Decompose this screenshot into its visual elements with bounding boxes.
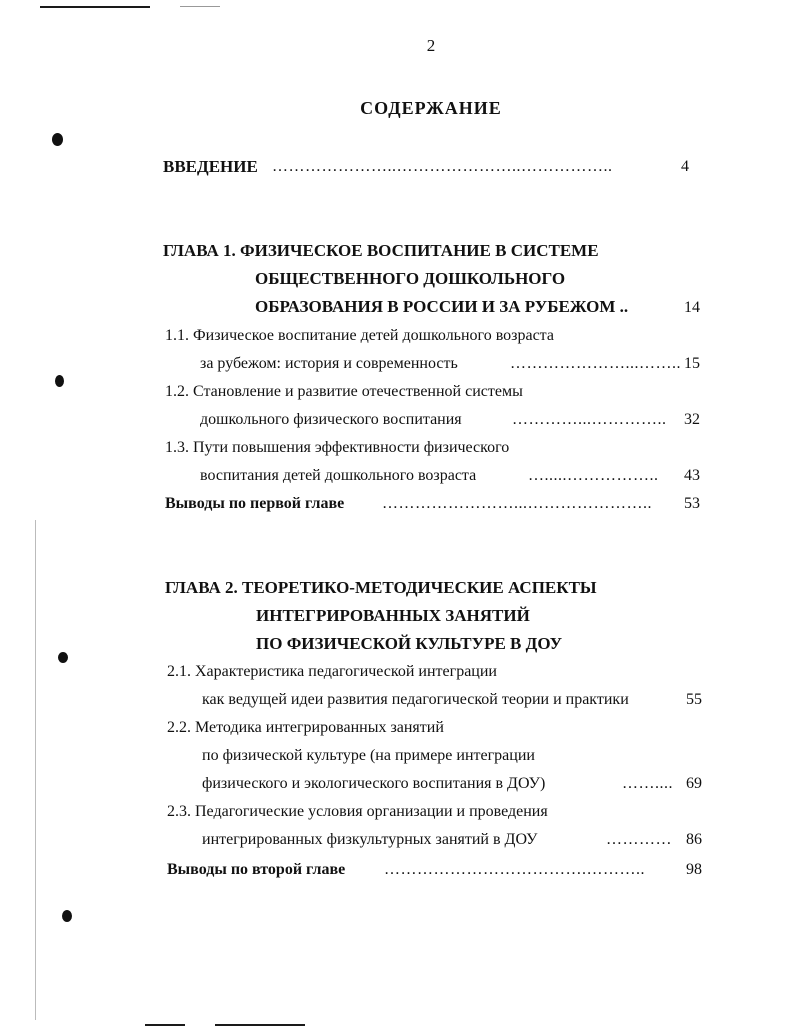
scan-edge-top-mid xyxy=(180,6,220,7)
scan-edge-bottom-left xyxy=(145,1024,185,1026)
punch-hole-mark xyxy=(52,133,63,146)
chapter1-section3-line1: 1.3. Пути повышения эффективности физического xyxy=(165,439,510,456)
chapter1-section3-line2: воспитания детей дошкольного возраста xyxy=(200,467,477,484)
chapter1-section2-line2: дошкольного физического воспитания xyxy=(200,411,462,428)
chapter1-conclusions-dots: ……………………...………………….. xyxy=(382,495,652,512)
toc-intro-label: ВВЕДЕНИЕ xyxy=(163,157,258,176)
chapter1-section2-dots: …………...………….. xyxy=(512,411,667,428)
page-title: СОДЕРЖАНИЕ xyxy=(360,98,502,118)
chapter2-section2-line3: физического и экологического воспитания в ДОУ) xyxy=(202,775,546,792)
chapter2-section1-line1: 2.1. Характеристика педагогической интеграции xyxy=(167,663,497,680)
chapter2-conclusions-label: Выводы по второй главе xyxy=(167,861,346,878)
punch-hole-mark xyxy=(58,652,68,663)
chapter1-section1-dots: …………………...…….. xyxy=(510,355,681,372)
chapter1-section1-line2: за рубежом: история и современность xyxy=(200,355,458,372)
chapter2-conclusions-dots: ……………………………….……….. xyxy=(384,861,645,878)
chapter2-section2-line2: по физической культуре (на примере интеграции xyxy=(202,747,535,764)
chapter2-section3-line1: 2.3. Педагогические условия организации и проведения xyxy=(167,803,548,820)
chapter2-section1-line2: как ведущей идеи развития педагогической теории и практики xyxy=(202,691,629,708)
punch-hole-mark xyxy=(55,375,64,387)
chapter2-section2-line1: 2.2. Методика интегрированных занятий xyxy=(167,719,444,736)
chapter2-section3-line2: интегрированных физкультурных занятий в ДОУ xyxy=(202,831,538,848)
chapter1-section1-page: 15 xyxy=(684,355,700,372)
page-number: 2 xyxy=(426,36,436,55)
chapter1-heading-line2: ОБЩЕСТВЕННОГО ДОШКОЛЬНОГО xyxy=(255,269,566,288)
chapter1-section2-page: 32 xyxy=(684,411,700,428)
toc-intro-dots: …………………..…………………..…………….. xyxy=(272,158,613,175)
chapter2-section2-dots: …….... xyxy=(622,775,673,792)
chapter1-page: 14 xyxy=(684,299,700,316)
toc-intro-page: 4 xyxy=(681,158,689,175)
chapter2-section1-page: 55 xyxy=(686,691,702,708)
chapter1-conclusions-page: 53 xyxy=(684,495,700,512)
scan-margin-line xyxy=(35,520,36,1020)
chapter2-heading-line3: ПО ФИЗИЧЕСКОЙ КУЛЬТУРЕ В ДОУ xyxy=(256,634,563,653)
scan-edge-top-left xyxy=(40,6,150,8)
chapter1-section2-line1: 1.2. Становление и развитие отечественной системы xyxy=(165,383,523,400)
chapter1-section1-line1: 1.1. Физическое воспитание детей дошкольного возраста xyxy=(165,327,554,344)
chapter2-heading-line1: ГЛАВА 2. ТЕОРЕТИКО-МЕТОДИЧЕСКИЕ АСПЕКТЫ xyxy=(165,578,597,597)
chapter2-conclusions-page: 98 xyxy=(686,861,702,878)
scan-edge-bottom-mid xyxy=(215,1024,305,1026)
chapter2-section2-page: 69 xyxy=(686,775,702,792)
chapter1-heading-line3: ОБРАЗОВАНИЯ В РОССИИ И ЗА РУБЕЖОМ .. xyxy=(255,297,629,316)
chapter1-section3-page: 43 xyxy=(684,467,700,484)
chapter1-conclusions-label: Выводы по первой главе xyxy=(165,495,345,512)
punch-hole-mark xyxy=(62,910,72,922)
chapter1-heading-line1: ГЛАВА 1. ФИЗИЧЕСКОЕ ВОСПИТАНИЕ В СИСТЕМЕ xyxy=(163,241,599,260)
chapter2-section3-page: 86 xyxy=(686,831,702,848)
chapter2-heading-line2: ИНТЕГРИРОВАННЫХ ЗАНЯТИЙ xyxy=(256,606,530,625)
chapter2-section3-dots: ………… xyxy=(606,831,672,848)
chapter1-section3-dots: ….....…………….. xyxy=(528,467,659,484)
